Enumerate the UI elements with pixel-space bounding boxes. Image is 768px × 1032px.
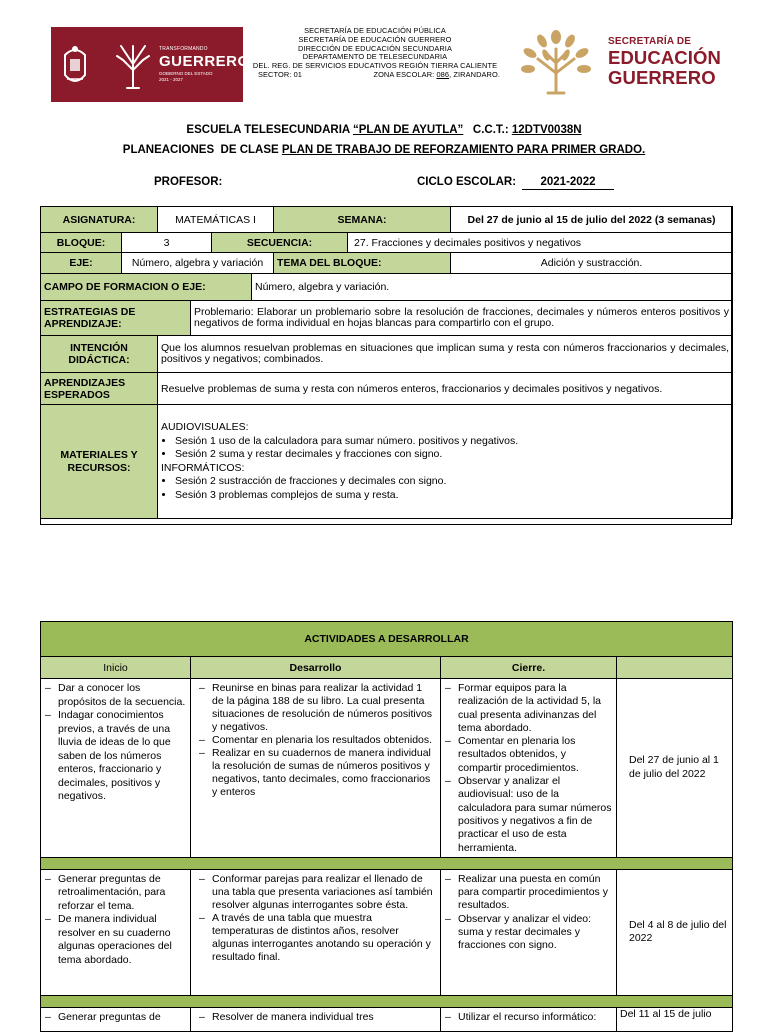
fecha-cell: Del 27 de junio al 1 de julio del 2022 — [617, 679, 733, 858]
column-desarrollo: Desarrollo — [191, 657, 441, 679]
institution-header — [246, 27, 504, 80]
list-item: – De manera individual resolver en su cuaderno algunas operaciones del tema abordado. — [58, 913, 186, 967]
zona-number: 086 — [436, 69, 450, 79]
materiales-label: MATERIALES Y RECURSOS: — [41, 405, 158, 519]
header-line: DEPARTAMENTO DE TELESECUNDARIA — [302, 52, 448, 62]
cierre-cell — [441, 679, 617, 858]
table-row — [41, 679, 733, 858]
fecha-cell: Del 11 al 15 de julio — [617, 1007, 733, 1031]
ciclo-value: 2021-2022 — [522, 176, 614, 190]
list-item: – Realizar una puesta en común para compartir procedimientos y resultados. — [458, 873, 612, 913]
logo-government-text: GOBIERNO DEL ESTADO — [159, 71, 213, 77]
list-item: – Indagar conocimientos previos, a través de una lluvia de ideas de lo que saben de los números enteros, fraccionario y decimales, positivos y negativos. — [58, 709, 186, 804]
list-item: – Reunirse en binas para realizar la actividad 1 de la página 188 de su libro. La cual presenta situaciones de resolución de números positivos y negativos. — [212, 682, 436, 734]
column-cierre: Cierre. — [441, 657, 617, 679]
eje-label: EJE: — [41, 253, 122, 274]
tree-icon — [111, 40, 155, 90]
list-item: – Observar y analizar el video: suma y restar decimales y fracciones con signo. — [458, 913, 612, 953]
intencion-label: INTENCIÓN DIDÁCTICA: — [41, 336, 158, 373]
activities-title: ACTIVIDADES A DESARROLLAR — [41, 622, 733, 657]
semana-value: Del 27 de junio al 15 de julio del 2022 (3 semanas) — [451, 207, 733, 233]
plan-title: PLANEACIONES DE CLASE PLAN DE TRABAJO DE REFORZAMIENTO PARA PRIMER GRADO. — [122, 144, 646, 156]
cierre-cell — [441, 1007, 617, 1031]
list-item: – Formar equipos para la realización de la actividad 5, la cual presenta adivinanzas del tema abordado. — [458, 682, 612, 735]
week-separator — [41, 995, 733, 1007]
sep-guerrero-logo — [518, 27, 723, 97]
secretaria-label: SECRETARÍA DE — [608, 35, 692, 47]
list-item: – Comentar en plenaria los resultados obtenidos. — [212, 734, 436, 747]
estrategias-value: Problemario: Elaborar un problemario sobre la resolución de fracciones, decimales y números enteros positivos y negativos de forma individual en hojas blancas para compartirlo con el grupo. — [191, 301, 733, 336]
secuencia-value: 27. Fracciones y decimales positivos y negativos — [348, 233, 733, 253]
list-item: – Utilizar el recurso informático: — [458, 1011, 612, 1025]
sector-text: SECTOR: 01 — [258, 69, 302, 79]
activities-table — [40, 621, 733, 1032]
tema-value: Adición y sustracción. — [451, 253, 733, 274]
campo-label: CAMPO DE FORMACION O EJE: — [41, 274, 252, 301]
school-name: “PLAN DE AYUTLA” — [352, 124, 464, 136]
estrategias-label: ESTRATEGIAS DE APRENDIZAJE: — [41, 301, 191, 336]
column-fecha — [617, 657, 733, 679]
eje-value: Número, algebra y variación — [122, 253, 274, 274]
secuencia-label: SECUENCIA: — [212, 233, 348, 253]
planning-info-table — [40, 206, 733, 519]
ciclo-label: CICLO ESCOLAR: — [417, 176, 517, 188]
header-line: DIRECCIÓN DE EDUCACIÓN SECUNDARIA — [297, 43, 452, 53]
header-line: DEL. REG. DE SERVICIOS EDUCATIVOS REGIÓN TIERRA CALIENTE — [252, 61, 498, 71]
inicio-cell — [41, 679, 191, 858]
list-item: – Dar a conocer los propósitos de la secuencia. — [58, 682, 186, 709]
zona-escolar: ZONA ESCOLAR: 086, ZIRANDARO. — [373, 69, 500, 79]
guerrero-government-logo — [51, 27, 250, 102]
inicio-cell — [41, 869, 191, 995]
campo-value: Número, algebra y variación. — [252, 274, 733, 301]
aprendizajes-value: Resuelve problemas de suma y resta con números enteros, fraccionarios y decimales positivos y negativos. — [158, 373, 733, 405]
list-item: – Realizar en su cuadernos de manera individual la resolución de sumas de números positivos y negativos, tanto decimales, como fraccionarios y enteros — [212, 747, 436, 799]
list-item: – Resolver de manera individual tres — [212, 1011, 436, 1025]
list-item: • Sesión 1 uso de la calculadora para sumar número. positivos y negativos. — [175, 435, 729, 449]
table-row — [41, 869, 733, 995]
header-line: SECRETARÍA DE EDUCACIÓN PÚBLICA — [304, 26, 446, 35]
desarrollo-cell — [191, 679, 441, 858]
cct-value: 12DTV0038N — [511, 124, 582, 136]
list-item: • Sesión 3 problemas complejos de suma y resta. — [175, 489, 729, 503]
desarrollo-cell — [191, 1007, 441, 1031]
audiovisuales-label: AUDIOVISUALES: — [161, 421, 249, 433]
list-item: – Generar preguntas de retroalimentación, para reforzar el tema. — [58, 873, 186, 914]
list-item: – Generar preguntas de — [58, 1011, 186, 1025]
school-title: ESCUELA TELESECUNDARIA “PLAN DE AYUTLA” C.C.T.: 12DTV0038N — [186, 124, 582, 136]
educacion-label: EDUCACIÓN — [608, 46, 721, 68]
logo-period-text: 2021 - 2027 — [159, 76, 184, 82]
materiales-value — [158, 405, 733, 519]
profesor-label: PROFESOR: — [154, 176, 223, 188]
week-separator — [41, 857, 733, 869]
desarrollo-cell — [191, 869, 441, 995]
list-item: • Sesión 2 suma y restar decimales y fracciones con signo. — [175, 448, 729, 462]
header-line: SECRETARÍA DE EDUCACIÓN GUERRERO — [298, 34, 452, 44]
inicio-cell — [41, 1007, 191, 1031]
asignatura-value: MATEMÁTICAS I — [158, 207, 274, 233]
bloque-label: BLOQUE: — [41, 233, 122, 253]
column-inicio: Inicio — [41, 657, 191, 679]
informaticos-label: INFORMÁTICOS: — [161, 461, 245, 474]
logo-small-text: TRANSFORMANDO — [159, 46, 208, 53]
fecha-cell: Del 4 al 8 de julio del 2022 — [617, 869, 733, 995]
table-row — [41, 1007, 733, 1031]
list-item: – Comentar en plenaria los resultados obtenidos, y compartir procedimientos. — [458, 735, 612, 775]
leaf-tree-icon — [518, 29, 594, 95]
tema-label: TEMA DEL BLOQUE: — [274, 253, 451, 274]
plan-name: PLAN DE TRABAJO DE REFORZAMIENTO PARA PRIMER GRADO. — [281, 144, 646, 156]
logo-state-name: GUERRERO — [159, 53, 250, 71]
list-item: – A través de una tabla que muestra temperaturas de distintos años, resolver algunas interrogantes anotando su operación y resultado final. — [212, 912, 436, 964]
state-seal-icon — [61, 39, 89, 91]
cierre-cell — [441, 869, 617, 995]
list-item: – Conformar parejas para realizar el llenado de una tabla que presenta variaciones así también resolver algunas interrogantes sobre ésta. — [212, 873, 436, 912]
list-item: • Sesión 2 sustracción de fracciones y decimales con signo. — [175, 475, 729, 489]
guerrero-label: GUERRERO — [608, 67, 716, 88]
semana-label: SEMANA: — [274, 207, 451, 233]
bloque-value: 3 — [122, 233, 212, 253]
asignatura-label: ASIGNATURA: — [41, 207, 158, 233]
aprendizajes-label: APRENDIZAJES ESPERADOS — [41, 373, 158, 405]
list-item: – Observar y analizar el audiovisual: uso de la calculadora para sumar números positivos y negativos a fin de practicar el uso de esta herramienta. — [458, 775, 612, 855]
intencion-value: Que los alumnos resuelvan problemas en situaciones que implican suma y resta con números fraccionarios y decimales, positivos y negativos; combinados. — [158, 336, 733, 373]
